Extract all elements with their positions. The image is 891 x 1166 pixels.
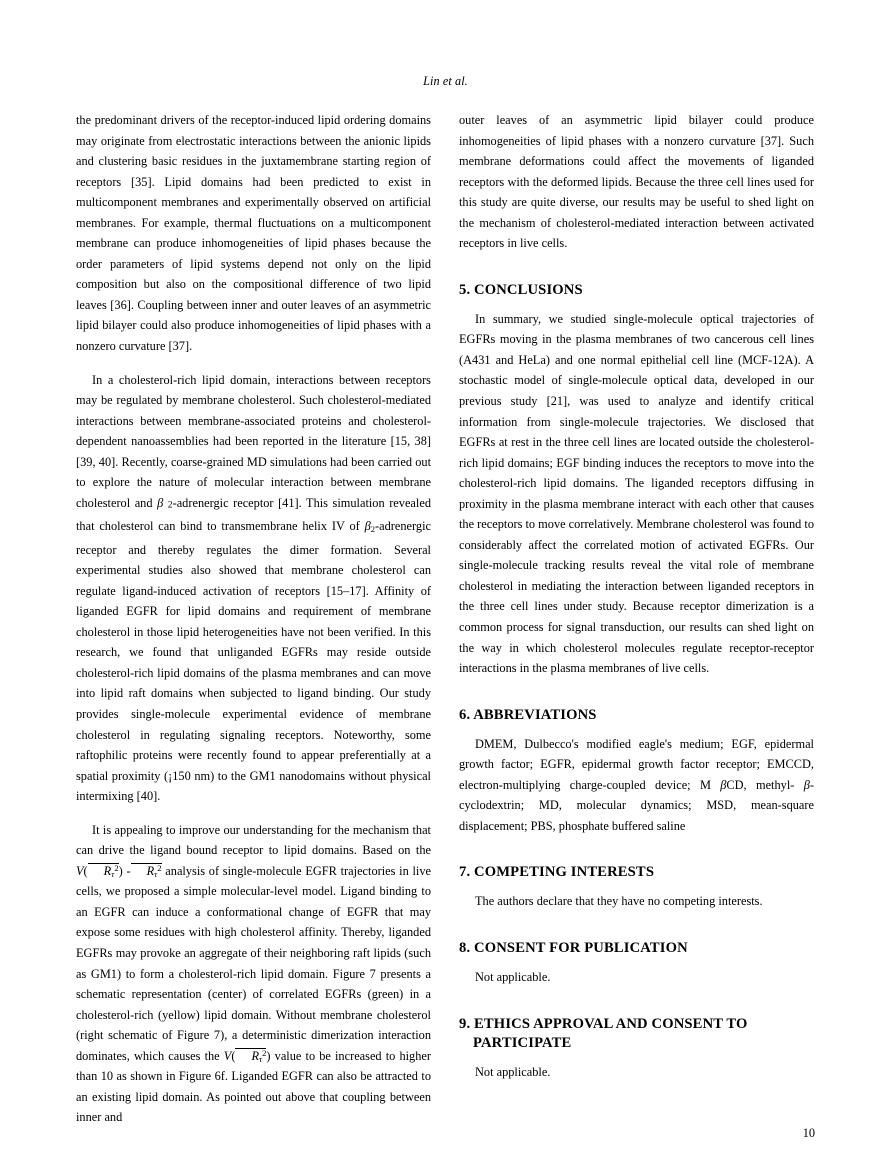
right-column <box>459 110 814 1110</box>
math-minus: - <box>126 863 131 878</box>
section-body-competing-interests: The authors declare that they have no competing interests. <box>475 894 763 909</box>
math-exponent-3: 2 <box>262 1047 267 1058</box>
section-body-ethics-approval: Not applicable. <box>475 1064 551 1079</box>
two-column-body <box>76 110 815 1125</box>
section-abbreviations <box>459 706 814 837</box>
paragraph-cholesterol-domain <box>76 370 431 807</box>
math-exponent-2: 2 <box>157 862 162 873</box>
math-expression-variance <box>224 1049 271 1063</box>
beta-symbol-2: β <box>364 518 371 533</box>
paragraph-continued: the predominant drivers of the receptor-induced lipid ordering domains may originate from electrostatic interactions between the anionic lipids and clustering basic residues in the juxtamembrane starting region of receptors [35]. Lipid domains had been predicted to exist in multicomponent membranes and experimentally observed on artificial membranes. For example, thermal fluctuations on a multicomponent membrane can produce inhomogeneities of lipid phases because the order parameters of lipid systems depend not only on the lipid composition but also on the compositional difference of two lipid leaves [36]. Coupling between inner and outer leaves of an asymmetric lipid bilayer could also produce inhomogeneities of lipid phases with a nonzero curvature [37]. <box>76 113 431 354</box>
math-tau-1: τ <box>111 869 115 880</box>
beta-index-2: 2 <box>167 499 173 511</box>
math-overline-group-2 <box>131 863 162 879</box>
section-body-conclusions: In summary, we studied single-molecule optical trajectories of EGFRs moving in the plasma membranes of two cancerous cell lines (A431 and HeLa) and one normal epithelial cell line (MCF-12A). A stochastic model of single-molecule optical data, developed in our previous study [21], was used to analyze and identify critical information from single-molecule trajectories. We disclosed that EGFRs at rest in the three cell lines are located outside the cholesterol-rich lipid domains; EGF binding induces the receptors to move into the cholesterol-rich lipid domains. The liganded receptors diffusing in proximity in the plasma membrane interact with each other that causes the receptors to move correlatively. Membrane cholesterol was found to considerably affect the correlated motion of activated EGFRs. Our single-molecule tracking results reveal the vital role of membrane cholesterol in mediating the interaction between liganded receptors in the three cell lines under study. Because receptor dimerization is a common process for signal transduction, our results can shed light on the way in which cholesterol molecules regulate receptor-receptor interactions in the plasma membranes of live cells. <box>459 311 814 676</box>
abbrev-text-part-2: CD, methyl- <box>726 777 795 792</box>
paragraph-text-part-3: -adrenergic receptor and thereby regulates the dimer formation. Several experimental studies also showed that membrane cholesterol can regulate ligand-induced activation of receptors [15–17]. Affinity of liganded EGFR for lipid domains and requirement of membrane cholesterol in those lipid heterogeneities have not been verified. In this research, we found that unliganded EGFRs may reside outside cholesterol-rich lipid domains of the plasma membranes and can move into lipid raft domains when subjected to ligand binding. Our study provides single-molecule experimental evidence of membrane cholesterol in regulating signaling receptors. Noteworthy, some raftophilic proteins were recently found to appear preferentially at a spatial proximity (¡150 nm) to the GM1 nanodomains without physical intermixing [40]. <box>76 518 431 804</box>
math-expression-variance-minus-mean <box>76 864 162 878</box>
section-heading-competing-interests: 7. COMPETING INTERESTS <box>459 864 655 881</box>
math-V: V <box>76 863 84 878</box>
paragraph-text-part-2: -adrenergic receptor [41]. This simulation revealed that cholesterol can bind to transmembrane helix IV of <box>76 495 431 533</box>
abbrev-text-part-3: -cyclodextrin; MD, molecular dynamics; MSD, mean-square displacement; PBS, phosphate buffered saline <box>459 777 814 833</box>
section-ethics-approval <box>459 1015 814 1083</box>
section-body-consent-for-publication: Not applicable. <box>475 969 551 984</box>
math-paren-open: ( <box>83 863 88 878</box>
beta-symbol-mbcd: β <box>720 777 727 792</box>
math-paren-close-b: ) <box>266 1048 271 1063</box>
section-heading-conclusions: 5. CONCLUSIONS <box>459 281 583 298</box>
math-paren-close: ) <box>118 863 123 878</box>
beta-symbol: β <box>157 495 164 510</box>
math-R-3: R <box>251 1048 259 1063</box>
math-R-1: R <box>103 863 112 878</box>
left-column <box>76 110 432 1125</box>
section-consent-for-publication <box>459 939 814 988</box>
paragraph-text-part-6: value to be increased to higher than 10 as shown in Figure 6f. Liganded EGFR can also be attracted to an existing lipid domain. As pointed out above that coupling between inner and <box>76 1048 431 1125</box>
section-conclusions <box>459 281 814 679</box>
section-body-abbreviations <box>459 734 814 837</box>
paragraph-mechanism-model <box>76 820 431 1128</box>
paragraph-text-part-4: It is appealing to improve our understanding for the mechanism that can drive the ligand bound receptor to lipid domains. Based on the <box>76 822 431 858</box>
section-competing-interests <box>459 863 814 912</box>
ethics-heading-line-1: 9. ETHICS APPROVAL AND CONSENT TO <box>459 1015 748 1032</box>
paragraph-text-part-5: analysis of single-molecule EGFR trajectories in live cells, we proposed a simple molecular-level model. Ligand binding to an EGFR can induce a conformational change of EGFR that may expose some residues with high cholesterol affinity. Thereby, liganded EGFRs may provoke an aggregate of their neighboring raft lipids (such as GM1) to form a cholesterol-rich lipid domain. Figure 7 presents a schematic representation (center) of correlated EGFRs (green) in a cholesterol-rich (yellow) lipid domain. Without membrane cholesterol (right schematic of Figure 7), a deterministic dimerization interaction dominates, which causes the <box>76 863 432 1063</box>
math-R-2: R <box>146 863 155 878</box>
page-number: 10 <box>802 1126 815 1140</box>
math-overline-group-1 <box>88 863 119 879</box>
paragraph-text-part-1: In a cholesterol-rich lipid domain, interactions between receptors may be regulated by membrane cholesterol. Such cholesterol-mediated interactions between membrane-associated proteins and cholesterol-dependent nanoassemblies had been reported in the literature [15, 38] [39, 40]. Recently, coarse-grained MD simulations had been carried out to explore the nature of molecular interaction between membrane cholesterol and <box>76 372 431 510</box>
section-heading-abbreviations: 6. ABBREVIATIONS <box>459 706 597 723</box>
paragraph-continued-right: outer leaves of an asymmetric lipid bilayer could produce inhomogeneities of lipid phases with a nonzero curvature [37]. Such membrane deformations could affect the movements of liganded receptors with the deformed lipids. Because the three cell lines used for this study are quite diverse, our results may be useful to shed light on the mechanism of cholesterol-mediated interaction between activated receptors in live cells. <box>459 113 814 251</box>
ethics-heading-line-2: PARTICIPATE <box>473 1034 572 1051</box>
math-V-b: V <box>223 1048 232 1063</box>
section-heading-consent-for-publication: 8. CONSENT FOR PUBLICATION <box>459 939 688 956</box>
beta-symbol-cyclodextrin: β <box>803 777 810 792</box>
math-tau-3: τ <box>259 1054 263 1064</box>
running-head: Lin et al. <box>423 74 468 88</box>
beta-subscript-2: 2 <box>370 524 376 535</box>
math-exponent-1: 2 <box>114 862 119 873</box>
math-tau-2: τ <box>154 869 158 880</box>
math-overline-group-3 <box>235 1048 266 1064</box>
section-heading-ethics-approval <box>459 1015 814 1053</box>
abbrev-text-part-1: DMEM, Dulbecco's modified eagle's medium; EGF, epidermal growth factor; EGFR, epidermal growth factor receptor; EMCCD, electron-multiplying charge-coupled device; M <box>459 736 814 792</box>
math-paren-open-b: ( <box>231 1048 236 1063</box>
